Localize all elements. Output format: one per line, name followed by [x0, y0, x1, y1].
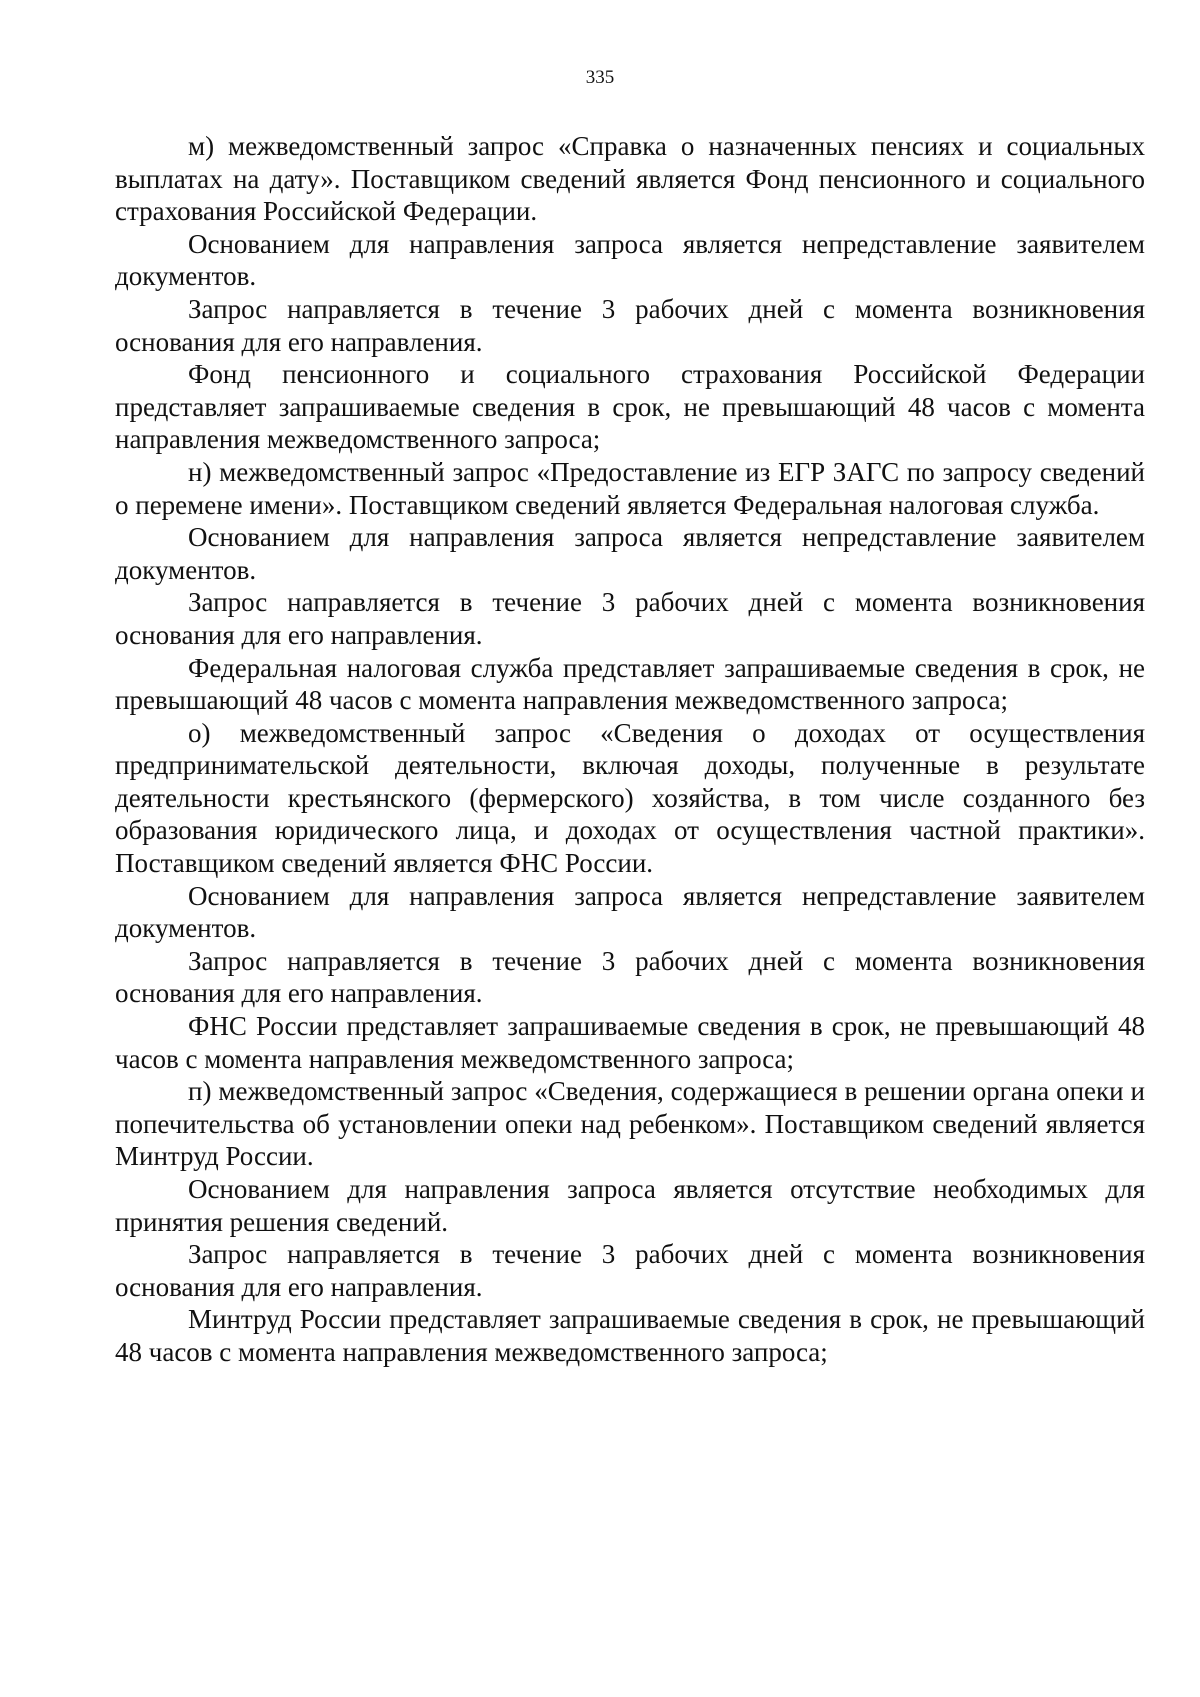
- page-number: 335: [585, 67, 615, 88]
- paragraph-p-timing: Запрос направляется в течение 3 рабочих дней с момента возникновения основания для его направления.: [115, 1239, 1145, 1302]
- paragraph-m-basis: Основанием для направления запроса является непредставление заявителем документов.: [115, 228, 1145, 292]
- paragraph-p-response: Минтруд России представляет запрашиваемые сведения в срок, не превышающий 48 часов с момента направления межведомственного запроса;: [115, 1304, 1145, 1367]
- paragraph-o-basis: Основанием для направления запроса является непредставление заявителем документов.: [115, 880, 1145, 944]
- paragraph-o-request: о) межведомственный запрос «Сведения о доходах от осуществления предпринимательской деятельности, включая доходы, полученные в результате деятельности крестьянского (фермерского) хозяйства, в том числе созданного без образования юридического лица, и доходах от осуществления частной практики». Поставщиком сведений является ФНС России.: [115, 717, 1145, 879]
- paragraph-n-request: н) межведомственный запрос «Предоставление из ЕГР ЗАГС по запросу сведений о перемене имени». Поставщиком сведений является Федеральная налоговая служба.: [115, 456, 1145, 520]
- paragraph-n-timing: Запрос направляется в течение 3 рабочих дней с момента возникновения основания для его направления.: [115, 587, 1145, 650]
- paragraph-m-response: Фонд пенсионного и социального страхования Российской Федерации представляет запрашиваемые сведения в срок, не превышающий 48 часов с момента направления межведомственного запроса;: [115, 359, 1145, 455]
- paragraph-p-request: п) межведомственный запрос «Сведения, содержащиеся в решении органа опеки и попечительства об установлении опеки над ребенком». Поставщиком сведений является Минтруд России.: [115, 1076, 1145, 1172]
- paragraph-n-response: Федеральная налоговая служба представляет запрашиваемые сведения в срок, не превышающий 48 часов с момента направления межведомственного запроса;: [115, 652, 1145, 716]
- paragraph-o-response: ФНС России представляет запрашиваемые сведения в срок, не превышающий 48 часов с момента направления межведомственного запроса;: [115, 1011, 1145, 1074]
- document-body: [115, 130, 1145, 1369]
- paragraph-m-request: м) межведомственный запрос «Справка о назначенных пенсиях и социальных выплатах на дату». Поставщиком сведений является Фонд пенсионного и социального страхования Российской Федерации.: [115, 131, 1145, 227]
- paragraph-m-timing: Запрос направляется в течение 3 рабочих дней с момента возникновения основания для его направления.: [115, 293, 1145, 357]
- paragraph-p-basis: Основанием для направления запроса является отсутствие необходимых для принятия решения сведений.: [115, 1174, 1145, 1237]
- paragraph-o-timing: Запрос направляется в течение 3 рабочих дней с момента возникновения основания для его направления.: [115, 945, 1145, 1009]
- paragraph-n-basis: Основанием для направления запроса является непредставление заявителем документов.: [115, 522, 1145, 585]
